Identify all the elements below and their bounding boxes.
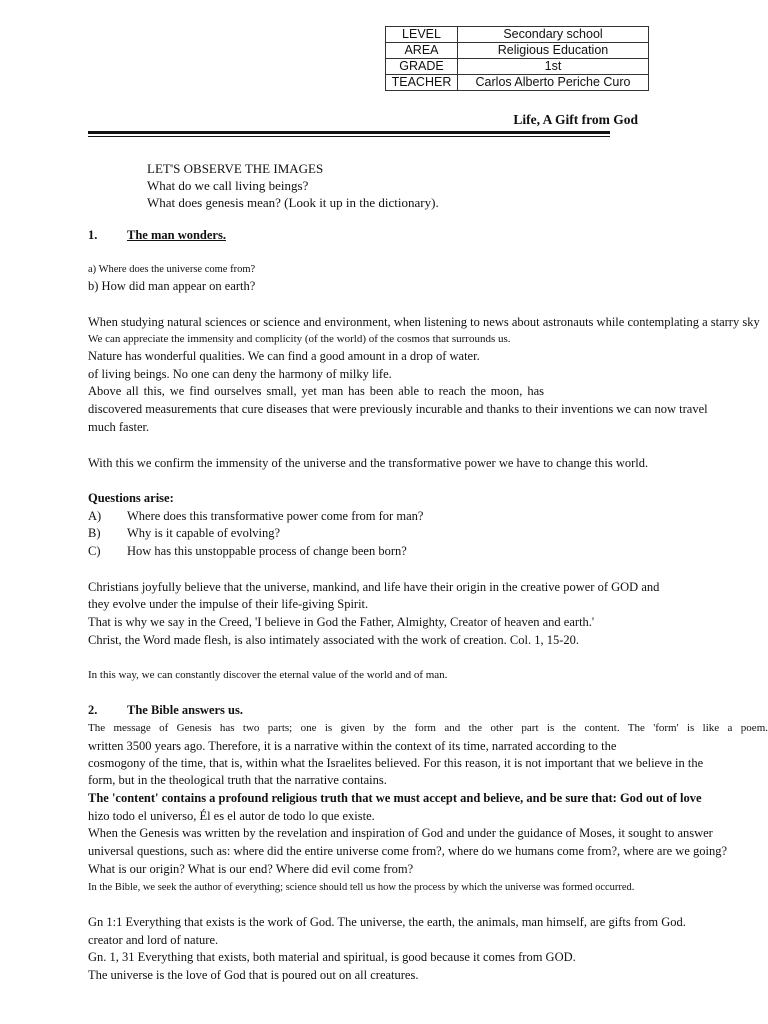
- info-row-level: [386, 27, 649, 43]
- observe-question: What does genesis mean? (Look it up in the dictionary).: [147, 195, 439, 210]
- question-a: a) Where does the universe come from?: [88, 264, 256, 275]
- info-key: LEVEL: [386, 27, 458, 43]
- paragraph-line: Gn. 1, 31 Everything that exists, both material and spiritual, is good because it comes from GOD.: [88, 950, 576, 964]
- paragraph-line: hizo todo el universo, Él es el autor de todo lo que existe.: [88, 809, 375, 823]
- info-row-teacher: [386, 75, 649, 91]
- title-divider-thick: [88, 131, 610, 134]
- paragraph-line: In the Bible, we seek the author of everything; science should tell us how the process by which the universe was formed occurred.: [88, 882, 635, 893]
- paragraph-line: written 3500 years ago. Therefore, it is a narrative within the context of its time, narrated according to the: [88, 739, 617, 753]
- info-value: 1st: [458, 59, 649, 75]
- section-title: The Bible answers us.: [127, 703, 243, 717]
- paragraph-line: they evolve under the impulse of their life-giving Spirit.: [88, 597, 369, 611]
- paragraph-line: Above all this, we find ourselves small, yet man has been able to reach the moon, has: [88, 384, 544, 398]
- paragraph-line: form, but in the theological truth that the narrative contains.: [88, 773, 387, 787]
- question-label: B): [88, 526, 101, 540]
- paragraph-line: When the Genesis was written by the revelation and inspiration of God and under the guidance of Moses, it sought to answer: [88, 826, 713, 840]
- section-2-heading: [88, 702, 243, 719]
- info-row-grade: [386, 59, 649, 75]
- section-number: 1.: [88, 228, 98, 242]
- paragraph-line: We can appreciate the immensity and complicity (of the world) of the cosmos that surrounds us.: [88, 333, 511, 345]
- info-table: [385, 26, 649, 91]
- section-number: 2.: [88, 703, 98, 717]
- paragraph-line: discovered measurements that cure diseases that were previously incurable and thanks to their inventions we can now travel: [88, 402, 708, 416]
- observe-question: What do we call living beings?: [147, 178, 309, 193]
- info-value: Secondary school: [458, 27, 649, 43]
- paragraph-line: The universe is the love of God that is poured out on all creatures.: [88, 968, 419, 982]
- page-title: Life, A Gift from God: [513, 112, 638, 127]
- question-item: [88, 543, 407, 560]
- paragraph-line: Gn 1:1 Everything that exists is the work of God. The universe, the earth, the animals, man himself, are gifts from God.: [88, 915, 686, 929]
- paragraph-line: That is why we say in the Creed, 'I believe in God the Father, Almighty, Creator of heaven and earth.': [88, 615, 595, 629]
- paragraph-line-bold: The 'content' contains a profound religious truth that we must accept and believe, and be sure that: God out of love: [88, 791, 702, 805]
- info-value: Religious Education: [458, 43, 649, 59]
- confirm-line: With this we confirm the immensity of the universe and the transformative power we have to change this world.: [88, 456, 649, 470]
- title-divider-thin: [88, 136, 610, 137]
- paragraph-line: much faster.: [88, 420, 150, 434]
- paragraph-line: When studying natural sciences or science and environment, when listening to news about astronauts while contemplating a starry sky: [88, 315, 760, 329]
- question-item: [88, 508, 423, 525]
- paragraph-line: creator and lord of nature.: [88, 933, 219, 947]
- paragraph-line: Nature has wonderful qualities. We can find a good amount in a drop of water.: [88, 349, 480, 363]
- question-text: Where does this transformative power come from for man?: [127, 509, 424, 523]
- paragraph-line: Christians joyfully believe that the universe, mankind, and life have their origin in the creative power of GOD and: [88, 580, 660, 594]
- info-key: GRADE: [386, 59, 458, 75]
- observe-heading: LET'S OBSERVE THE IMAGES: [147, 161, 324, 176]
- paragraph-line: of living beings. No one can deny the harmony of milky life.: [88, 367, 392, 381]
- section-1-heading: [88, 227, 226, 244]
- question-label: C): [88, 544, 101, 558]
- questions-heading: Questions arise:: [88, 491, 174, 505]
- paragraph-line: What is our origin? What is our end? Where did evil come from?: [88, 862, 414, 876]
- question-item: [88, 525, 280, 542]
- question-label: A): [88, 509, 102, 523]
- question-b: b) How did man appear on earth?: [88, 279, 256, 293]
- section-title: The man wonders.: [127, 228, 226, 242]
- question-text: Why is it capable of evolving?: [127, 526, 281, 540]
- info-key: TEACHER: [386, 75, 458, 91]
- paragraph-line: cosmogony of the time, that is, within what the Israelites believed. For this reason, it is not important that we believe in the: [88, 756, 704, 770]
- paragraph-line: In this way, we can constantly discover the eternal value of the world and of man.: [88, 669, 448, 681]
- info-key: AREA: [386, 43, 458, 59]
- paragraph-line: The message of Genesis has two parts; one is given by the form and the other part is the content. The 'form' is like a poem.: [88, 722, 768, 734]
- info-row-area: [386, 43, 649, 59]
- info-value: Carlos Alberto Periche Curo: [458, 75, 649, 91]
- paragraph-line: Christ, the Word made flesh, is also intimately associated with the work of creation. Col. 1, 15-20.: [88, 633, 580, 647]
- question-text: How has this unstoppable process of change been born?: [127, 544, 407, 558]
- paragraph-line: universal questions, such as: where did the entire universe come from?, where do we humans come from?, where are we going?: [88, 844, 728, 858]
